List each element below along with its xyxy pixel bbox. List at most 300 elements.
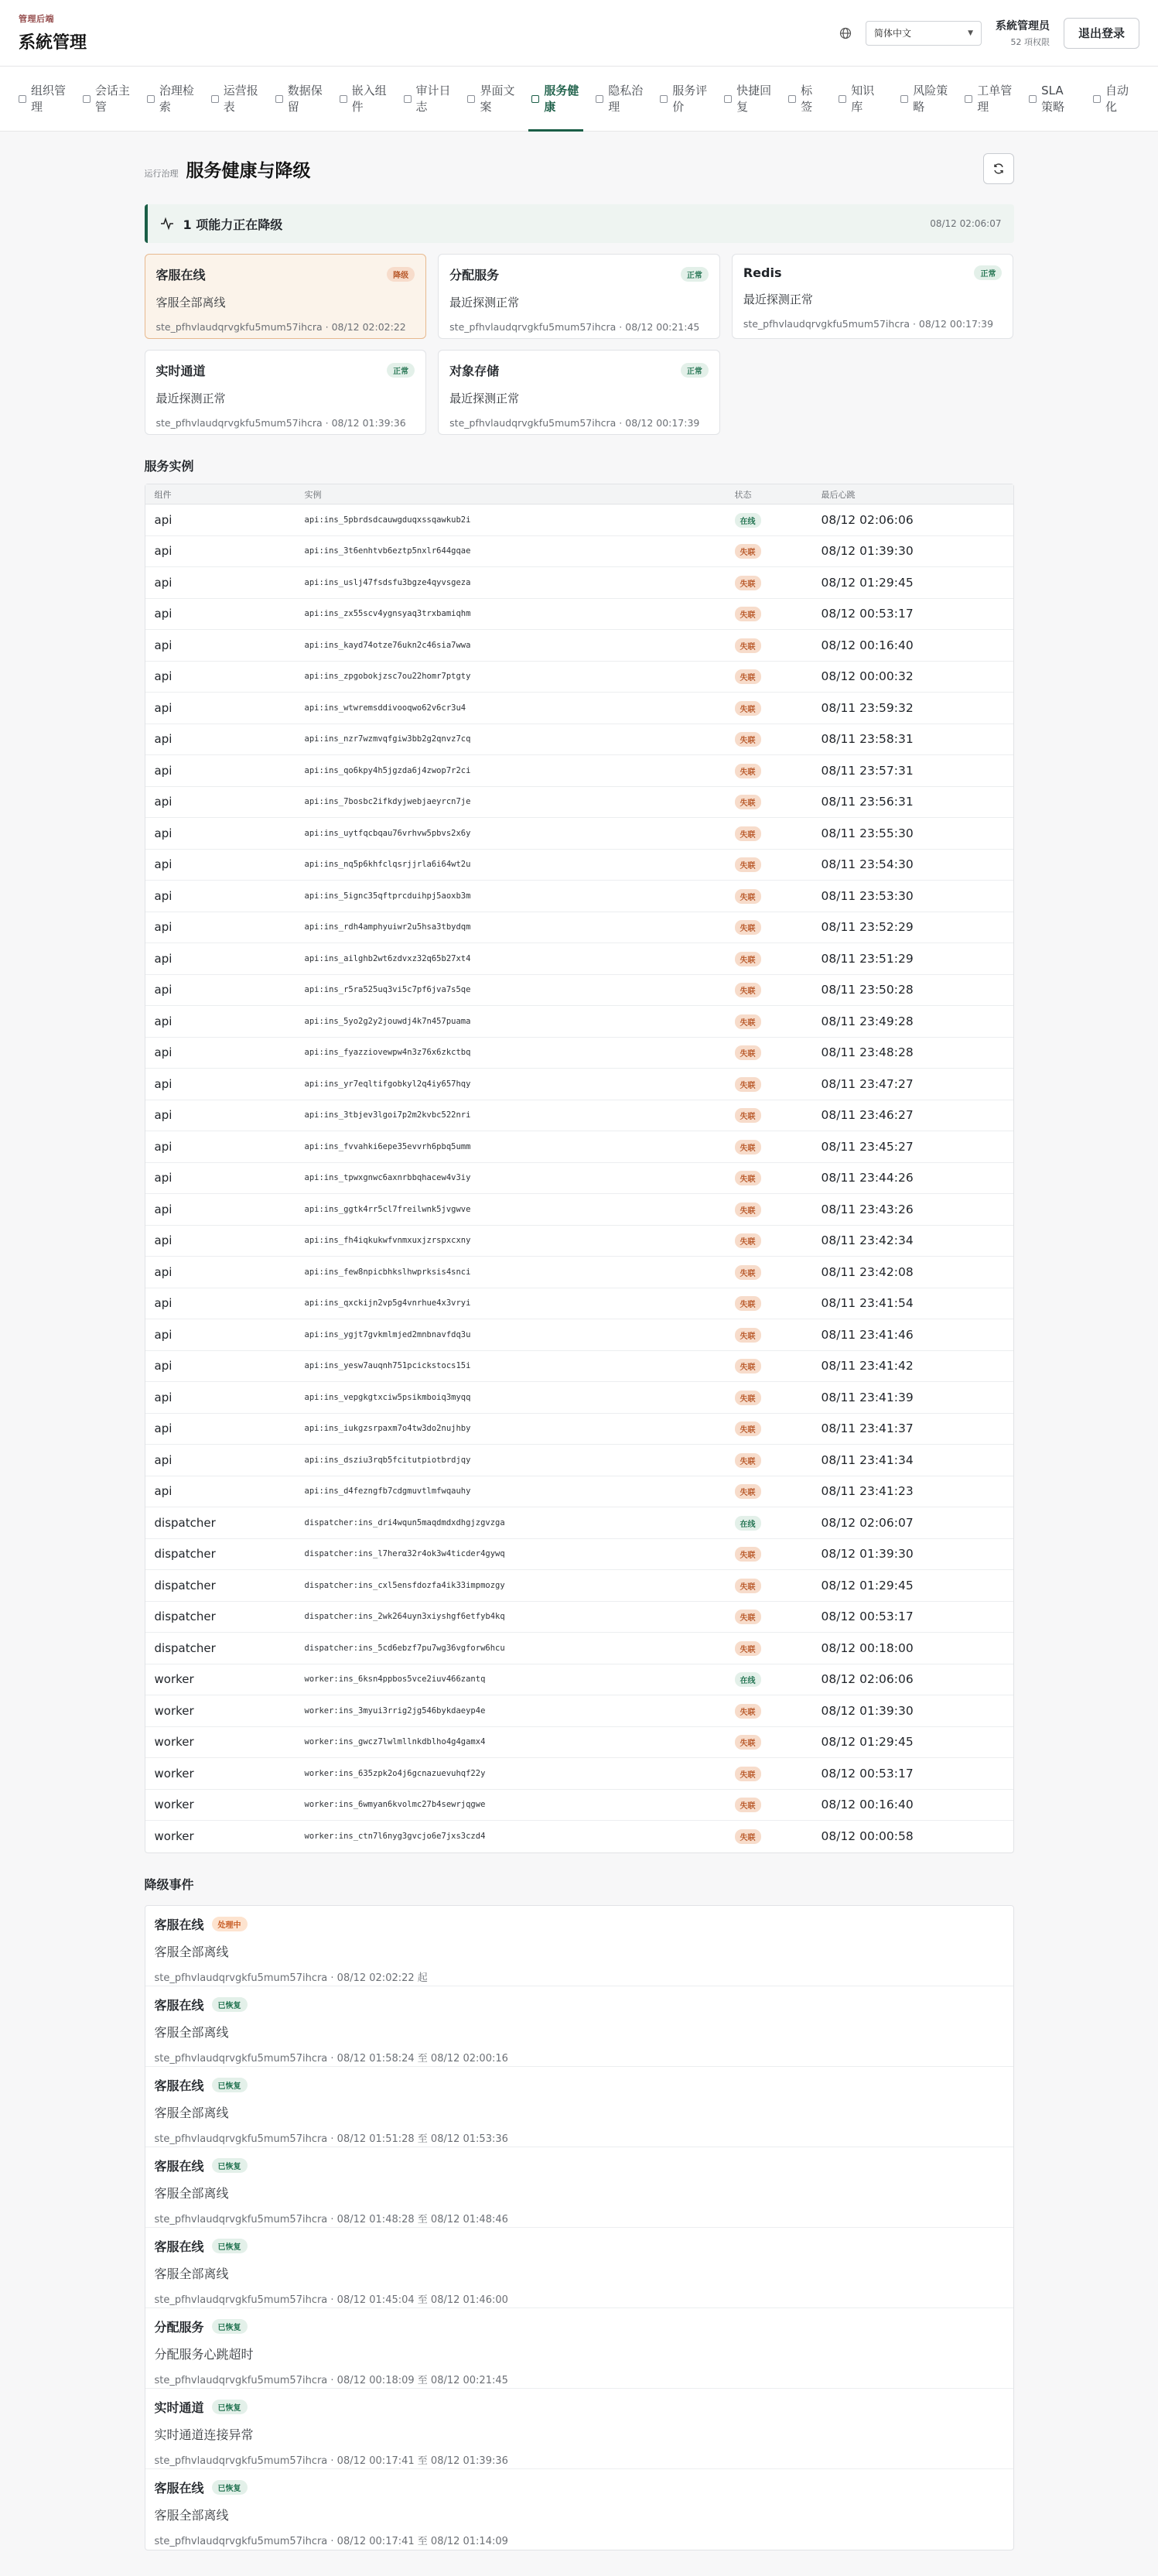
nav-item-label: 自动化 bbox=[1105, 83, 1129, 114]
table-row bbox=[145, 1319, 1013, 1351]
cell-heartbeat: 08/11 23:41:34 bbox=[821, 1452, 914, 1467]
cell-component: api bbox=[154, 700, 173, 715]
event-desc: 客服全部离线 bbox=[154, 2024, 229, 2040]
table-row bbox=[145, 881, 1013, 912]
status-pill: 失联 bbox=[735, 1610, 761, 1624]
nav-item[interactable] bbox=[588, 67, 652, 132]
nav-item[interactable] bbox=[75, 67, 139, 132]
status-pill: 失联 bbox=[735, 732, 761, 747]
table-row bbox=[145, 1476, 1013, 1508]
cell-component: api bbox=[154, 669, 173, 684]
cell-component: api bbox=[154, 1139, 173, 1154]
status-pill: 失联 bbox=[735, 1484, 761, 1499]
main-nav bbox=[0, 67, 1158, 132]
cell-component: api bbox=[154, 1421, 173, 1436]
table-row bbox=[145, 662, 1013, 693]
event-head bbox=[155, 2398, 1004, 2416]
cell-component: api bbox=[154, 1108, 173, 1123]
cell-instance: api:ins_kayd74otze76ukn2c46sia7wwa bbox=[304, 640, 471, 650]
status-pill: 失联 bbox=[735, 1202, 761, 1217]
cell-status bbox=[735, 857, 822, 872]
cell-status bbox=[735, 1797, 822, 1812]
table-row bbox=[145, 818, 1013, 850]
cell-status bbox=[735, 763, 822, 778]
nav-item[interactable] bbox=[652, 67, 716, 132]
cell-heartbeat: 08/11 23:41:23 bbox=[821, 1484, 914, 1499]
cell-instance: api:ins_zpgobokjzsc7ou22homr7ptgty bbox=[304, 672, 471, 682]
alert-time: 08/12 02:06:07 bbox=[930, 218, 1002, 229]
nav-item[interactable] bbox=[957, 67, 1021, 132]
card-name: 分配服务 bbox=[449, 268, 500, 282]
logout-button[interactable]: 退出登录 bbox=[1064, 18, 1139, 49]
cell-component: api bbox=[154, 1264, 173, 1279]
status-pill: 失联 bbox=[735, 1265, 761, 1280]
nav-item-label: SLA 策略 bbox=[1041, 83, 1065, 114]
nav-item-icon bbox=[404, 95, 412, 103]
cell-status bbox=[735, 951, 822, 966]
cell-heartbeat: 08/11 23:48:28 bbox=[821, 1045, 914, 1060]
cell-status bbox=[735, 1139, 822, 1155]
cell-heartbeat: 08/12 01:29:45 bbox=[821, 1578, 914, 1592]
main-content bbox=[145, 132, 1014, 2550]
cell-instance: api:ins_nq5p6khfclqsrjjrla6i64wt2u bbox=[304, 860, 471, 870]
nav-item[interactable] bbox=[1021, 67, 1085, 132]
table-row bbox=[145, 850, 1013, 881]
cell-heartbeat: 08/12 00:18:00 bbox=[821, 1640, 914, 1655]
cell-component: api bbox=[154, 732, 173, 747]
cell-heartbeat: 08/11 23:53:30 bbox=[821, 888, 914, 903]
event-badge: 已恢复 bbox=[212, 2078, 248, 2092]
cell-status bbox=[735, 1671, 822, 1687]
cell-status bbox=[735, 1327, 822, 1343]
cell-instance: worker:ins_635zpk2o4j6gcnazuevuhqf22y bbox=[304, 1768, 486, 1778]
cell-status bbox=[735, 1076, 822, 1092]
cell-status bbox=[735, 1546, 822, 1562]
event-badge: 已恢复 bbox=[212, 2319, 248, 2334]
cell-status bbox=[735, 888, 822, 904]
status-pill: 失联 bbox=[735, 952, 761, 966]
cell-component: worker bbox=[154, 1703, 194, 1718]
language-select[interactable] bbox=[866, 21, 982, 46]
event-desc: 客服全部离线 bbox=[154, 2185, 229, 2201]
cell-status bbox=[735, 1766, 822, 1781]
cell-component: api bbox=[154, 857, 173, 872]
cell-heartbeat: 08/11 23:41:39 bbox=[821, 1390, 914, 1404]
nav-item[interactable] bbox=[716, 67, 781, 132]
cell-component: worker bbox=[154, 1829, 194, 1844]
cell-component: api bbox=[154, 575, 173, 590]
nav-item-icon bbox=[1093, 95, 1101, 103]
nav-item[interactable] bbox=[781, 67, 831, 132]
user-info bbox=[996, 18, 1050, 48]
capability-card bbox=[732, 254, 1014, 339]
status-pill: 失联 bbox=[735, 638, 761, 653]
table-row bbox=[145, 943, 1013, 975]
nav-item-icon bbox=[211, 95, 219, 103]
cell-heartbeat: 08/12 02:06:06 bbox=[821, 512, 914, 527]
table-body bbox=[145, 505, 1013, 1852]
cell-instance: worker:ins_3myui3rrig2jg546bykdaeyp4e bbox=[304, 1705, 486, 1716]
cell-component: api bbox=[154, 544, 173, 559]
nav-item[interactable] bbox=[203, 67, 268, 132]
cell-heartbeat: 08/11 23:55:30 bbox=[821, 826, 914, 840]
card-meta: ste_pfhvlaudqrvgkfu5mum57ihcra · 08/12 01:39:36 bbox=[155, 417, 406, 429]
event-badge: 已恢复 bbox=[212, 2480, 248, 2495]
event-meta: ste_pfhvlaudqrvgkfu5mum57ihcra · 08/12 01:51:28 至 08/12 01:53:36 bbox=[154, 2133, 508, 2145]
cell-component: api bbox=[154, 1452, 173, 1467]
cell-status bbox=[735, 731, 822, 747]
table-header bbox=[145, 484, 1013, 505]
status-pill: 在线 bbox=[735, 1516, 761, 1531]
table-row bbox=[145, 755, 1013, 787]
status-pill: 失联 bbox=[735, 1829, 761, 1844]
card-status: 客服全部离线 bbox=[155, 296, 226, 310]
cell-component: worker bbox=[154, 1766, 194, 1781]
event-meta: ste_pfhvlaudqrvgkfu5mum57ihcra · 08/12 02:02:22 起 bbox=[154, 1972, 428, 1984]
card-name: 对象存储 bbox=[449, 364, 500, 378]
cell-instance: api:ins_r5ra525uq3vi5c7pf6jva7s5qe bbox=[304, 985, 471, 995]
cell-instance: api:ins_few8npicbhkslhwprksis4snci bbox=[304, 1267, 471, 1277]
nav-item-label: 服务健康 bbox=[544, 83, 579, 114]
cell-status bbox=[735, 1829, 822, 1844]
status-pill: 失联 bbox=[735, 983, 761, 997]
cell-heartbeat: 08/12 01:39:30 bbox=[821, 1547, 914, 1562]
capability-card bbox=[145, 350, 427, 435]
table-row bbox=[145, 1257, 1013, 1288]
table-row bbox=[145, 1821, 1013, 1852]
nav-item-icon bbox=[147, 95, 155, 103]
cell-instance: api:ins_fyazziovewpw4n3z76x6zkctbq bbox=[304, 1048, 471, 1058]
cell-heartbeat: 08/12 02:06:06 bbox=[821, 1672, 914, 1687]
nav-item[interactable] bbox=[831, 67, 893, 132]
top-header bbox=[0, 0, 1158, 67]
cell-status bbox=[735, 543, 822, 559]
cell-status bbox=[735, 919, 822, 935]
table-row bbox=[145, 693, 1013, 724]
cell-heartbeat: 08/12 00:53:17 bbox=[821, 1610, 914, 1624]
globe-icon bbox=[839, 27, 852, 39]
cell-status bbox=[735, 1609, 822, 1624]
user-permissions: 52 項权限 bbox=[1010, 37, 1050, 47]
cell-heartbeat: 08/11 23:42:34 bbox=[821, 1233, 914, 1248]
event-head bbox=[155, 2318, 1004, 2335]
nav-item[interactable] bbox=[524, 67, 588, 132]
nav-item-icon bbox=[467, 95, 475, 103]
nav-item[interactable] bbox=[332, 67, 396, 132]
cell-instance: api:ins_nzr7wzmvqfgiw3bb2g2qnvz7cq bbox=[304, 734, 471, 744]
cell-instance: api:ins_d4fezngfb7cdgmuvtlmfwqauhy bbox=[304, 1486, 471, 1497]
cell-instance: api:ins_dsziu3rqb5fcitutpiotbrdjqy bbox=[304, 1455, 471, 1465]
nav-item-label: 治理检索 bbox=[159, 83, 194, 114]
cell-heartbeat: 08/11 23:44:26 bbox=[821, 1171, 914, 1185]
cell-component: api bbox=[154, 951, 173, 966]
cell-instance: dispatcher:ins_dri4wqun5maqdmdxdhgjzgvzga bbox=[304, 1517, 505, 1527]
refresh-button[interactable] bbox=[983, 153, 1014, 184]
user-name: 系統管理员 bbox=[995, 20, 1050, 32]
status-pill: 失联 bbox=[735, 1735, 761, 1750]
nav-item-icon bbox=[19, 95, 26, 103]
nav-item[interactable] bbox=[893, 67, 957, 132]
nav-item-icon bbox=[275, 95, 283, 103]
nav-item-label: 运营报表 bbox=[223, 83, 258, 114]
capability-card bbox=[438, 254, 720, 339]
nav-item-label: 风险策略 bbox=[913, 83, 948, 114]
table-row bbox=[145, 1351, 1013, 1383]
cell-instance: api:ins_vepgkgtxciw5psikmboiq3myqq bbox=[304, 1392, 471, 1402]
cell-status bbox=[735, 826, 822, 841]
event-meta: ste_pfhvlaudqrvgkfu5mum57ihcra · 08/12 00:17:41 至 08/12 01:14:09 bbox=[154, 2535, 508, 2547]
nav-item-label: 服务评价 bbox=[672, 83, 708, 114]
nav-item-label: 工单管理 bbox=[977, 83, 1013, 114]
nav-item[interactable] bbox=[459, 67, 524, 132]
nav-item-icon bbox=[340, 95, 347, 103]
nav-item-label: 标签 bbox=[801, 83, 813, 114]
chevron-down-icon: ▼ bbox=[968, 29, 973, 37]
card-status: 最近探测正常 bbox=[155, 392, 226, 405]
status-pill: 失联 bbox=[735, 1014, 761, 1029]
table-row bbox=[145, 1758, 1013, 1790]
status-pill: 失联 bbox=[735, 1547, 761, 1562]
cell-component: api bbox=[154, 1359, 173, 1374]
cell-heartbeat: 08/11 23:59:32 bbox=[821, 700, 914, 715]
cell-status bbox=[735, 1452, 822, 1468]
cell-status bbox=[735, 1107, 822, 1123]
cell-heartbeat: 08/11 23:57:31 bbox=[821, 763, 914, 778]
status-badge: 正常 bbox=[681, 267, 709, 282]
table-row bbox=[145, 1382, 1013, 1414]
event-desc: 分配服务心跳超时 bbox=[154, 2346, 254, 2362]
event-desc: 客服全部离线 bbox=[154, 1944, 229, 1959]
event-meta: ste_pfhvlaudqrvgkfu5mum57ihcra · 08/12 01:45:04 至 08/12 01:46:00 bbox=[154, 2294, 508, 2306]
degradation-alert bbox=[145, 204, 1014, 243]
table-row bbox=[145, 975, 1013, 1007]
status-badge: 正常 bbox=[681, 363, 709, 378]
cell-status bbox=[735, 1515, 822, 1531]
cell-heartbeat: 08/11 23:50:28 bbox=[821, 983, 914, 997]
nav-item-icon bbox=[839, 95, 846, 103]
cell-component: api bbox=[154, 1202, 173, 1216]
event-desc: 实时通道连接异常 bbox=[154, 2427, 254, 2442]
nav-item-icon bbox=[788, 95, 796, 103]
card-head bbox=[156, 265, 415, 283]
cell-component: api bbox=[154, 763, 173, 778]
cell-instance: api:ins_uslj47fsdsfu3bgze4qyvsgeza bbox=[304, 577, 471, 587]
nav-item[interactable] bbox=[396, 67, 460, 132]
status-pill: 失联 bbox=[735, 701, 761, 716]
event-head bbox=[155, 1996, 1004, 2013]
cell-component: api bbox=[154, 1014, 173, 1028]
nav-item-label: 会话主管 bbox=[94, 83, 130, 114]
event-head bbox=[155, 2237, 1004, 2255]
cell-heartbeat: 08/11 23:43:26 bbox=[821, 1202, 914, 1216]
cell-component: api bbox=[154, 920, 173, 935]
status-pill: 失联 bbox=[735, 607, 761, 621]
event-item bbox=[145, 2308, 1013, 2389]
event-name: 客服在线 bbox=[154, 1997, 204, 2013]
nav-item-icon bbox=[1029, 95, 1037, 103]
cell-instance: api:ins_ygjt7gvkmlmjed2mnbnavfdq3u bbox=[304, 1329, 471, 1339]
table-row bbox=[145, 505, 1013, 536]
cell-instance: api:ins_iukgzsrpaxm7o4tw3do2nujhby bbox=[304, 1424, 471, 1434]
cell-heartbeat: 08/11 23:52:29 bbox=[821, 920, 914, 935]
card-head bbox=[449, 361, 709, 379]
status-pill: 失联 bbox=[735, 1421, 761, 1436]
status-pill: 失联 bbox=[735, 1579, 761, 1593]
status-pill: 失联 bbox=[735, 1359, 761, 1374]
event-badge: 已恢复 bbox=[212, 2158, 248, 2173]
cell-instance: api:ins_yesw7auqnh751pcickstocs15i bbox=[304, 1361, 471, 1371]
cell-component: api bbox=[154, 1390, 173, 1404]
cell-status bbox=[735, 1295, 822, 1311]
cell-component: api bbox=[154, 1484, 173, 1499]
col-heartbeat: 最后心跳 bbox=[821, 489, 856, 500]
cell-status bbox=[735, 669, 822, 684]
card-status: 最近探测正常 bbox=[743, 292, 813, 306]
cell-heartbeat: 08/12 00:16:40 bbox=[821, 638, 914, 652]
nav-item-label: 数据保留 bbox=[287, 83, 323, 114]
nav-item[interactable] bbox=[1085, 67, 1147, 132]
nav-item[interactable] bbox=[139, 67, 203, 132]
event-name: 客服在线 bbox=[154, 2480, 204, 2496]
cell-instance: api:ins_5ignc35qftprcduihpj5aoxb3m bbox=[304, 891, 471, 901]
card-meta: ste_pfhvlaudqrvgkfu5mum57ihcra · 08/12 02:02:22 bbox=[155, 321, 406, 333]
status-pill: 失联 bbox=[735, 1453, 761, 1468]
cell-heartbeat: 08/12 01:29:45 bbox=[821, 575, 914, 590]
status-pill: 失联 bbox=[735, 1328, 761, 1343]
event-meta: ste_pfhvlaudqrvgkfu5mum57ihcra · 08/12 00:17:41 至 08/12 01:39:36 bbox=[154, 2455, 508, 2467]
cell-instance: worker:ins_ctn7l6nyg3gvcjo6e7jxs3czd4 bbox=[304, 1832, 486, 1842]
event-name: 分配服务 bbox=[154, 2319, 204, 2335]
card-head bbox=[449, 265, 709, 283]
cell-instance: api:ins_5pbrdsdcauwgduqxssqawkub2i bbox=[304, 515, 471, 525]
table-row bbox=[145, 787, 1013, 819]
event-badge: 处理中 bbox=[212, 1917, 248, 1931]
nav-item-label: 界面文案 bbox=[480, 83, 515, 114]
card-meta: ste_pfhvlaudqrvgkfu5mum57ihcra · 08/12 00:17:39 bbox=[449, 417, 700, 429]
table-row bbox=[145, 1226, 1013, 1257]
table-row bbox=[145, 1539, 1013, 1571]
event-badge: 已恢复 bbox=[212, 2239, 248, 2253]
table-row bbox=[145, 1727, 1013, 1759]
cell-heartbeat: 08/11 23:47:27 bbox=[821, 1076, 914, 1091]
nav-item[interactable] bbox=[11, 67, 75, 132]
cell-component: worker bbox=[154, 1735, 194, 1750]
card-meta: ste_pfhvlaudqrvgkfu5mum57ihcra · 08/12 00:17:39 bbox=[743, 318, 994, 330]
instances-title: 服务实例 bbox=[144, 459, 194, 474]
table-row bbox=[145, 1163, 1013, 1195]
cell-heartbeat: 08/11 23:42:08 bbox=[821, 1264, 914, 1279]
breadcrumb: 运行治理 bbox=[144, 168, 179, 179]
table-row bbox=[145, 1507, 1013, 1539]
app-title: 系統管理 bbox=[19, 33, 87, 53]
status-pill: 失联 bbox=[735, 669, 761, 684]
nav-item[interactable] bbox=[268, 67, 332, 132]
brand bbox=[19, 12, 87, 53]
nav-item-icon bbox=[900, 95, 908, 103]
cell-instance: api:ins_5yo2g2y2jouwdj4k7n457puama bbox=[304, 1016, 471, 1026]
event-item bbox=[145, 1906, 1013, 1986]
cell-status bbox=[735, 982, 822, 997]
status-pill: 失联 bbox=[735, 1641, 761, 1656]
event-meta: ste_pfhvlaudqrvgkfu5mum57ihcra · 08/12 01:58:24 至 08/12 02:00:16 bbox=[154, 2052, 508, 2065]
table-row bbox=[145, 1288, 1013, 1320]
cell-component: worker bbox=[154, 1672, 194, 1687]
cell-status bbox=[735, 1233, 822, 1248]
status-pill: 失联 bbox=[735, 826, 761, 841]
cell-heartbeat: 08/12 02:06:07 bbox=[821, 1515, 914, 1530]
title-group bbox=[145, 156, 311, 182]
cell-component: api bbox=[154, 795, 173, 809]
card-head bbox=[743, 265, 1003, 280]
cell-status bbox=[735, 1734, 822, 1750]
cell-status bbox=[735, 1170, 822, 1185]
cell-heartbeat: 08/12 00:00:58 bbox=[821, 1829, 914, 1844]
cell-status bbox=[735, 512, 822, 528]
event-desc: 客服全部离线 bbox=[154, 2507, 229, 2523]
cell-instance: dispatcher:ins_5cd6ebzf7pu7wg36vgforw6hcu bbox=[304, 1643, 505, 1653]
cell-status bbox=[735, 1578, 822, 1593]
cell-instance: api:ins_ggtk4rr5cl7freilwnk5jvgwve bbox=[304, 1204, 471, 1214]
cell-component: api bbox=[154, 1171, 173, 1185]
table-row bbox=[145, 724, 1013, 756]
cell-status bbox=[735, 1421, 822, 1436]
events-list bbox=[145, 1905, 1014, 2550]
table-row bbox=[145, 1100, 1013, 1132]
table-row bbox=[145, 1069, 1013, 1100]
cell-instance: api:ins_ailghb2wt6zdvxz32q65b27xt4 bbox=[304, 953, 471, 963]
cell-heartbeat: 08/11 23:41:46 bbox=[821, 1327, 914, 1342]
cell-status bbox=[735, 638, 822, 653]
cell-heartbeat: 08/11 23:41:42 bbox=[821, 1359, 914, 1374]
col-component: 组件 bbox=[154, 489, 172, 500]
status-pill: 在线 bbox=[735, 513, 761, 528]
cell-instance: api:ins_fvvahki6epe35evvrh6pbq5umm bbox=[304, 1141, 471, 1151]
card-name: 实时通道 bbox=[155, 364, 206, 378]
event-name: 客服在线 bbox=[154, 1917, 204, 1932]
cell-component: dispatcher bbox=[154, 1610, 216, 1624]
cell-component: dispatcher bbox=[154, 1640, 216, 1655]
nav-item-icon bbox=[596, 95, 603, 103]
table-row bbox=[145, 630, 1013, 662]
status-pill: 失联 bbox=[735, 1767, 761, 1781]
status-pill: 失联 bbox=[735, 1704, 761, 1719]
event-meta: ste_pfhvlaudqrvgkfu5mum57ihcra · 08/12 00:18:09 至 08/12 00:21:45 bbox=[154, 2374, 508, 2386]
table-row bbox=[145, 1194, 1013, 1226]
activity-icon bbox=[160, 217, 174, 231]
cell-heartbeat: 08/12 00:53:17 bbox=[821, 1766, 914, 1781]
status-pill: 失联 bbox=[735, 1233, 761, 1248]
cell-component: api bbox=[154, 983, 173, 997]
cell-heartbeat: 08/11 23:46:27 bbox=[821, 1108, 914, 1123]
table-row bbox=[145, 1445, 1013, 1476]
cell-status bbox=[735, 1483, 822, 1499]
cell-instance: api:ins_fh4iqkukwfvnmxuxjzrspxcxny bbox=[304, 1236, 471, 1246]
event-item bbox=[145, 2067, 1013, 2147]
cell-component: api bbox=[154, 512, 173, 527]
card-status: 最近探测正常 bbox=[449, 296, 520, 310]
event-name: 客服在线 bbox=[154, 2239, 204, 2254]
event-meta: ste_pfhvlaudqrvgkfu5mum57ihcra · 08/12 01:48:28 至 08/12 01:48:46 bbox=[154, 2213, 508, 2225]
event-item bbox=[145, 1986, 1013, 2067]
nav-item-label: 隐私治理 bbox=[608, 83, 644, 114]
status-pill: 失联 bbox=[735, 1798, 761, 1812]
cell-instance: api:ins_tpwxgnwc6axnrbbqhacew4v3iy bbox=[304, 1173, 471, 1183]
card-meta: ste_pfhvlaudqrvgkfu5mum57ihcra · 08/12 00:21:45 bbox=[449, 321, 700, 333]
event-badge: 已恢复 bbox=[212, 1997, 248, 2012]
cell-status bbox=[735, 700, 822, 716]
cell-instance: api:ins_uytfqcbqau76vrhvw5pbvs2x6y bbox=[304, 828, 471, 838]
nav-item-label: 审计日志 bbox=[415, 83, 451, 114]
